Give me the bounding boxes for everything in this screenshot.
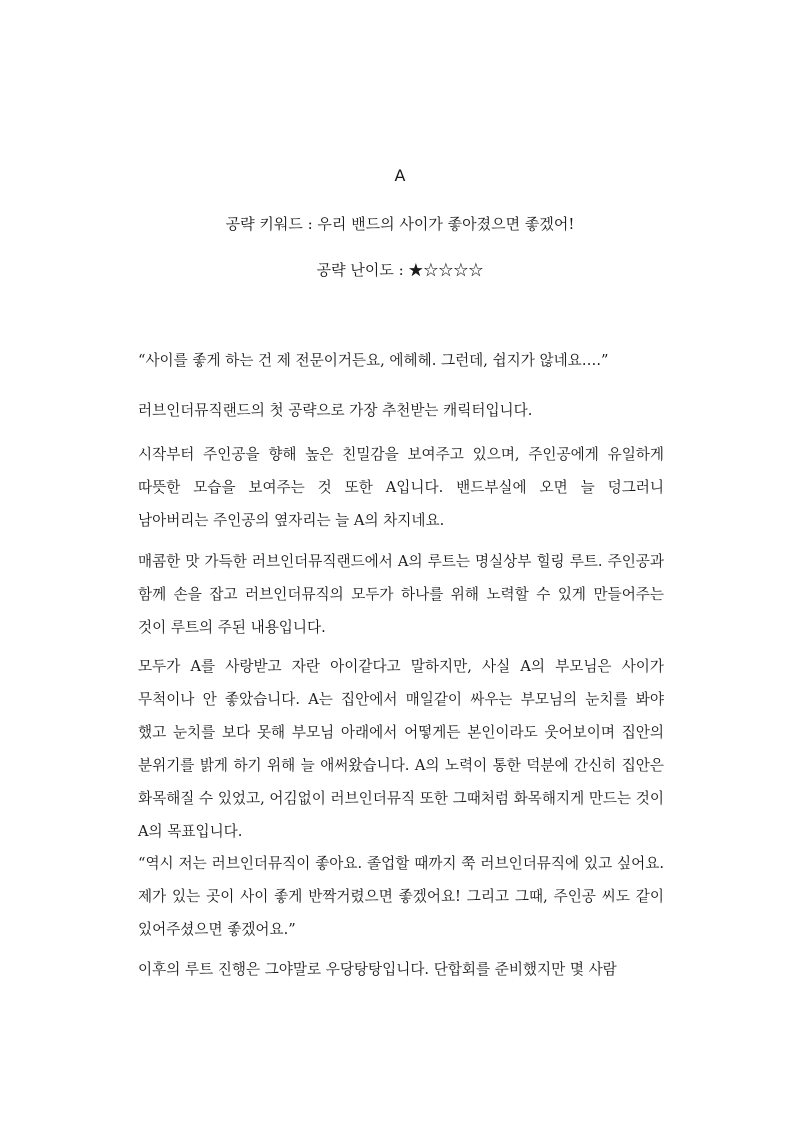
- body-paragraph: 매콤한 맛 가득한 러브인더뮤직랜드에서 A의 루트는 명실상부 힐링 루트. 주인공과 함께 손을 잡고 러브인더뮤직의 모두가 하나를 위해 노력할 수 있게 만들어주는 것이 루트의 주된 내용입니다.: [138, 553, 664, 636]
- body-paragraph: 이후의 루트 진행은 그야말로 우당탕탕입니다. 단합회를 준비했지만 몇 사람: [138, 961, 617, 978]
- intro-paragraph: 러브인더뮤직랜드의 첫 공략으로 가장 추천받는 캐릭터입니다.: [138, 402, 533, 419]
- body-paragraph: 시작부터 주인공을 향해 높은 친밀감을 보여주고 있으며, 주인공에게 유일하게 따뜻한 모습을 보여주는 것 또한 A입니다. 밴드부실에 오면 늘 덩그러니 남아버리는 주인공의 옆자리는 늘 A의 차지네요.: [138, 446, 664, 529]
- quote-paragraph: “역시 저는 러브인더뮤직이 좋아요. 졸업할 때까지 쭉 러브인더뮤직에 있고 싶어요. 제가 있는 곳이 사이 좋게 반짝거렸으면 좋겠어요! 그리고 그때, 주인공 씨도 같이 있어주셨으면 좋겠어요.”: [138, 855, 664, 938]
- body-paragraph: 모두가 A를 사랑받고 자란 아이같다고 말하지만, 사실 A의 부모님은 사이가 무척이나 안 좋았습니다. A는 집안에서 매일같이 싸우는 부모님의 눈치를 봐야 했고 눈치를 보다 못해 부모님 아래에서 어떻게든 본인이라도 웃어보이며 집안의 분위기를 밝게 하기 위해 늘 애써왔습니다. A의 노력이 통한 덕분에 간신히 집안은 화목해질 수 있었고, 어김없이 러브인더뮤직 또한 그때처럼 화목해지게 만드는 것이 A의 목표입니다.: [138, 658, 664, 840]
- quote-paragraph: “사이를 좋게 하는 건 제 전문이거든요, 에헤헤. 그런데, 쉽지가 않네요….”: [138, 352, 609, 369]
- keyword-line: 공략 키워드 : 우리 밴드의 사이가 좋아졌으면 좋겠어!: [225, 215, 575, 233]
- character-title: A: [394, 166, 406, 185]
- difficulty-line: 공략 난이도 : ★☆☆☆☆: [316, 261, 484, 279]
